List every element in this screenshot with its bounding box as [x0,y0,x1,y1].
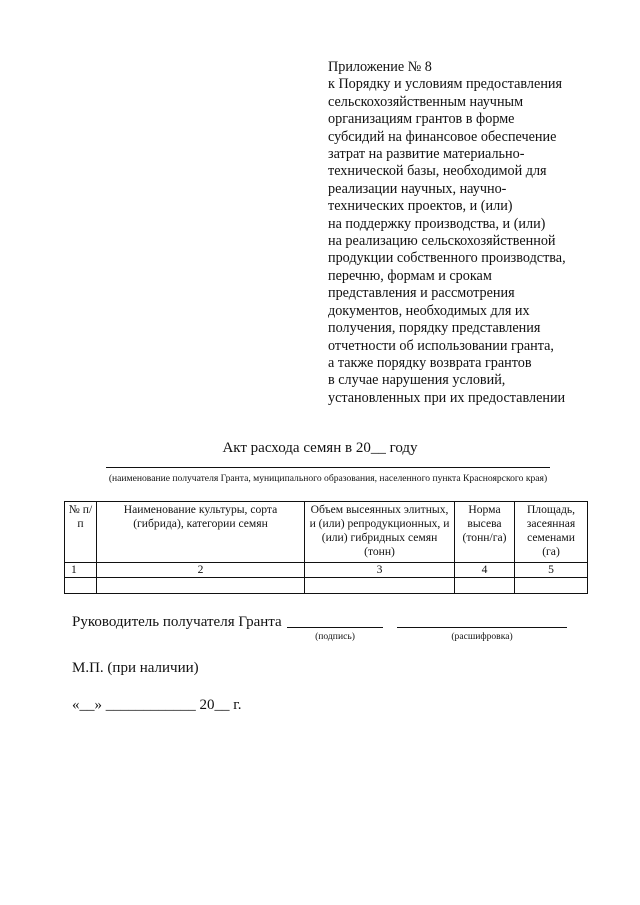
table-cell[interactable] [455,578,515,594]
appendix-line: сельскохозяйственным научным [328,93,524,110]
appendix-line: технических проектов, и (или) [328,198,513,215]
header-crop-name: Наименование культуры, сорта (гибрида), категории семян [97,502,305,563]
signature-caption: (подпись) [315,631,355,642]
table-number-row [65,563,588,578]
recipient-name-line [106,467,550,468]
appendix-line: перечню, формам и срокам [328,267,492,284]
header-seed-volume: Объем высеянных элитных, и (или) репродукционных, и (или) гибридных семян (тонн) [305,502,455,563]
header-seeding-rate: Норма высева (тонн/га) [455,502,515,563]
appendix-line: Приложение № 8 [328,59,432,75]
column-number: 4 [455,563,515,578]
appendix-line: организациям грантов в форме [328,111,515,128]
table-row [65,578,588,594]
appendix-line: затрат на развитие материально- [328,146,525,163]
header-sown-area: Площадь, засеянная семенами (га) [515,502,588,563]
table-cell[interactable] [305,578,455,594]
table-header-row [65,502,588,563]
appendix-line: реализации научных, научно- [328,180,507,197]
column-number: 2 [97,563,305,578]
header-number: № п/п [65,502,97,563]
act-title: Акт расхода семян в 20__ году [222,440,418,456]
appendix-line: представления и рассмотрения [328,285,515,302]
column-number: 1 [65,563,97,578]
date-line: «__» ____________ 20__ г. [72,697,242,713]
table-cell[interactable] [65,578,97,594]
stamp-place: М.П. (при наличии) [72,660,199,676]
appendix-line: технической базы, необходимой для [328,163,547,180]
signature-decode-line[interactable] [397,627,567,628]
table-cell[interactable] [515,578,588,594]
signature-line[interactable] [287,627,383,628]
appendix-line: на реализацию сельскохозяйственной [328,233,556,250]
appendix-line: на поддержку производства, и (или) [328,215,546,232]
column-number: 5 [515,563,588,578]
appendix-line: установленных при их предоставлении [328,389,566,406]
recipient-caption: (наименование получателя Гранта, муниципального образования, населенного пункта Красноярского края) [108,473,548,484]
table-cell[interactable] [97,578,305,594]
appendix-header [328,59,628,407]
appendix-line: получения, порядку представления [328,320,541,337]
seed-usage-table [64,501,588,594]
appendix-line: субсидий на финансовое обеспечение [328,128,557,145]
appendix-line: в случае нарушения условий, [328,372,506,389]
decode-caption: (расшифровка) [451,631,513,642]
appendix-line: документов, необходимых для их [328,302,530,319]
appendix-line: к Порядку и условиям предоставления [328,76,563,93]
signature-label: Руководитель получателя Гранта [72,614,282,630]
appendix-line: а также порядку возврата грантов [328,354,532,371]
appendix-line: отчетности об использовании гранта, [328,337,554,354]
appendix-line: продукции собственного производства, [328,250,566,267]
column-number: 3 [305,563,455,578]
